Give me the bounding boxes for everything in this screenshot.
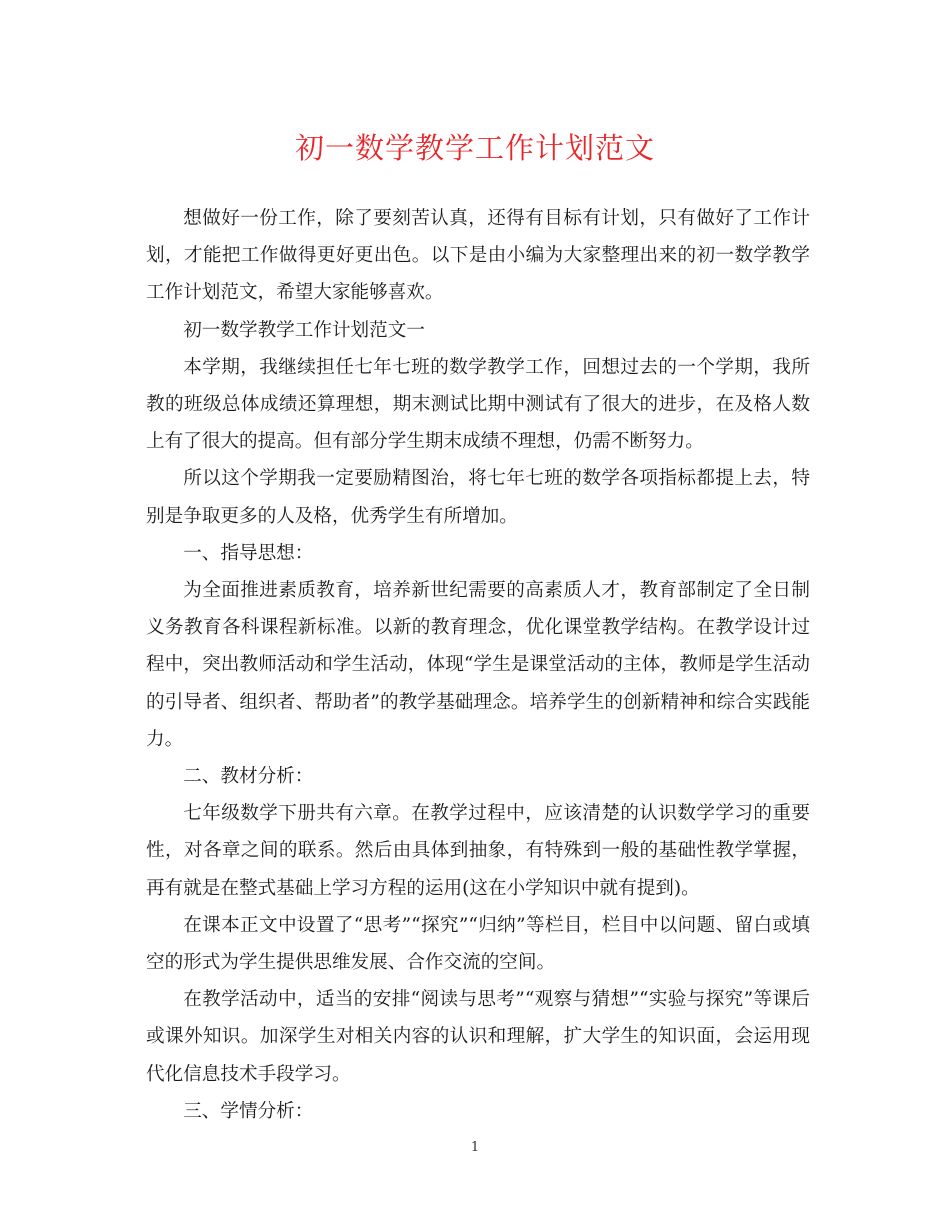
intro-paragraph: 想做好一份工作，除了要刻苦认真，还得有目标有计划，只有做好了工作计划，才能把工作做得更好更出色。以下是由小编为大家整理出来的初一数学教学工作计划范文，希望大家能够喜欢。 <box>146 208 810 304</box>
page-number: 1 <box>470 1140 480 1155</box>
body-paragraph: 本学期，我继续担任七年七班的数学教学工作，回想过去的一个学期，我所教的班级总体成绩还算理想，期末测试比期中测试有了很大的进步，在及格人数上有了很大的提高。但有部分学生期末成绩不理想，仍需不断努力。 <box>146 356 810 453</box>
body-paragraph: 七年级数学下册共有六章。在教学过程中，应该清楚的认识数学学习的重要性，对各章之间的联系。然后由具体到抽象，有特殊到一般的基础性教学掌握，再有就是在整式基础上学习方程的运用(这在小学知识中就有提到)。 <box>146 803 810 899</box>
section-heading-guiding-thought: 一、指导思想： <box>183 542 314 564</box>
document-title: 初一数学教学工作计划范文 <box>294 131 655 165</box>
document-body <box>146 200 810 1130</box>
section-heading-sample-one: 初一数学教学工作计划范文一 <box>183 319 425 341</box>
section-heading-textbook-analysis: 二、教材分析： <box>183 766 314 788</box>
body-paragraph: 为全面推进素质教育，培养新世纪需要的高素质人才，教育部制定了全日制义务教育各科课程新标准。以新的教育理念，优化课堂教学结构。在教学设计过程中，突出教师活动和学生活动，体现“学生是课堂活动的主体，教师是学生活动的引导者、组织者、帮助者”的教学基础理念。培养学生的创新精神和综合实践能力。 <box>146 580 810 750</box>
body-paragraph: 在课本正文中设置了“思考”“探究”“归纳”等栏目，栏目中以问题、留白或填空的形式为学生提供思维发展、合作交流的空间。 <box>146 914 810 974</box>
body-paragraph: 在教学活动中，适当的安排“阅读与思考”“观察与猜想”“实验与探究”等课后或课外知识。加深学生对相关内容的认识和理解，扩大学生的知识面，会运用现代化信息技术手段学习。 <box>146 989 810 1085</box>
body-paragraph: 所以这个学期我一定要励精图治，将七年七班的数学各项指标都提上去，特别是争取更多的人及格，优秀学生有所增加。 <box>146 468 810 527</box>
section-heading-student-analysis: 三、学情分析： <box>183 1100 314 1122</box>
